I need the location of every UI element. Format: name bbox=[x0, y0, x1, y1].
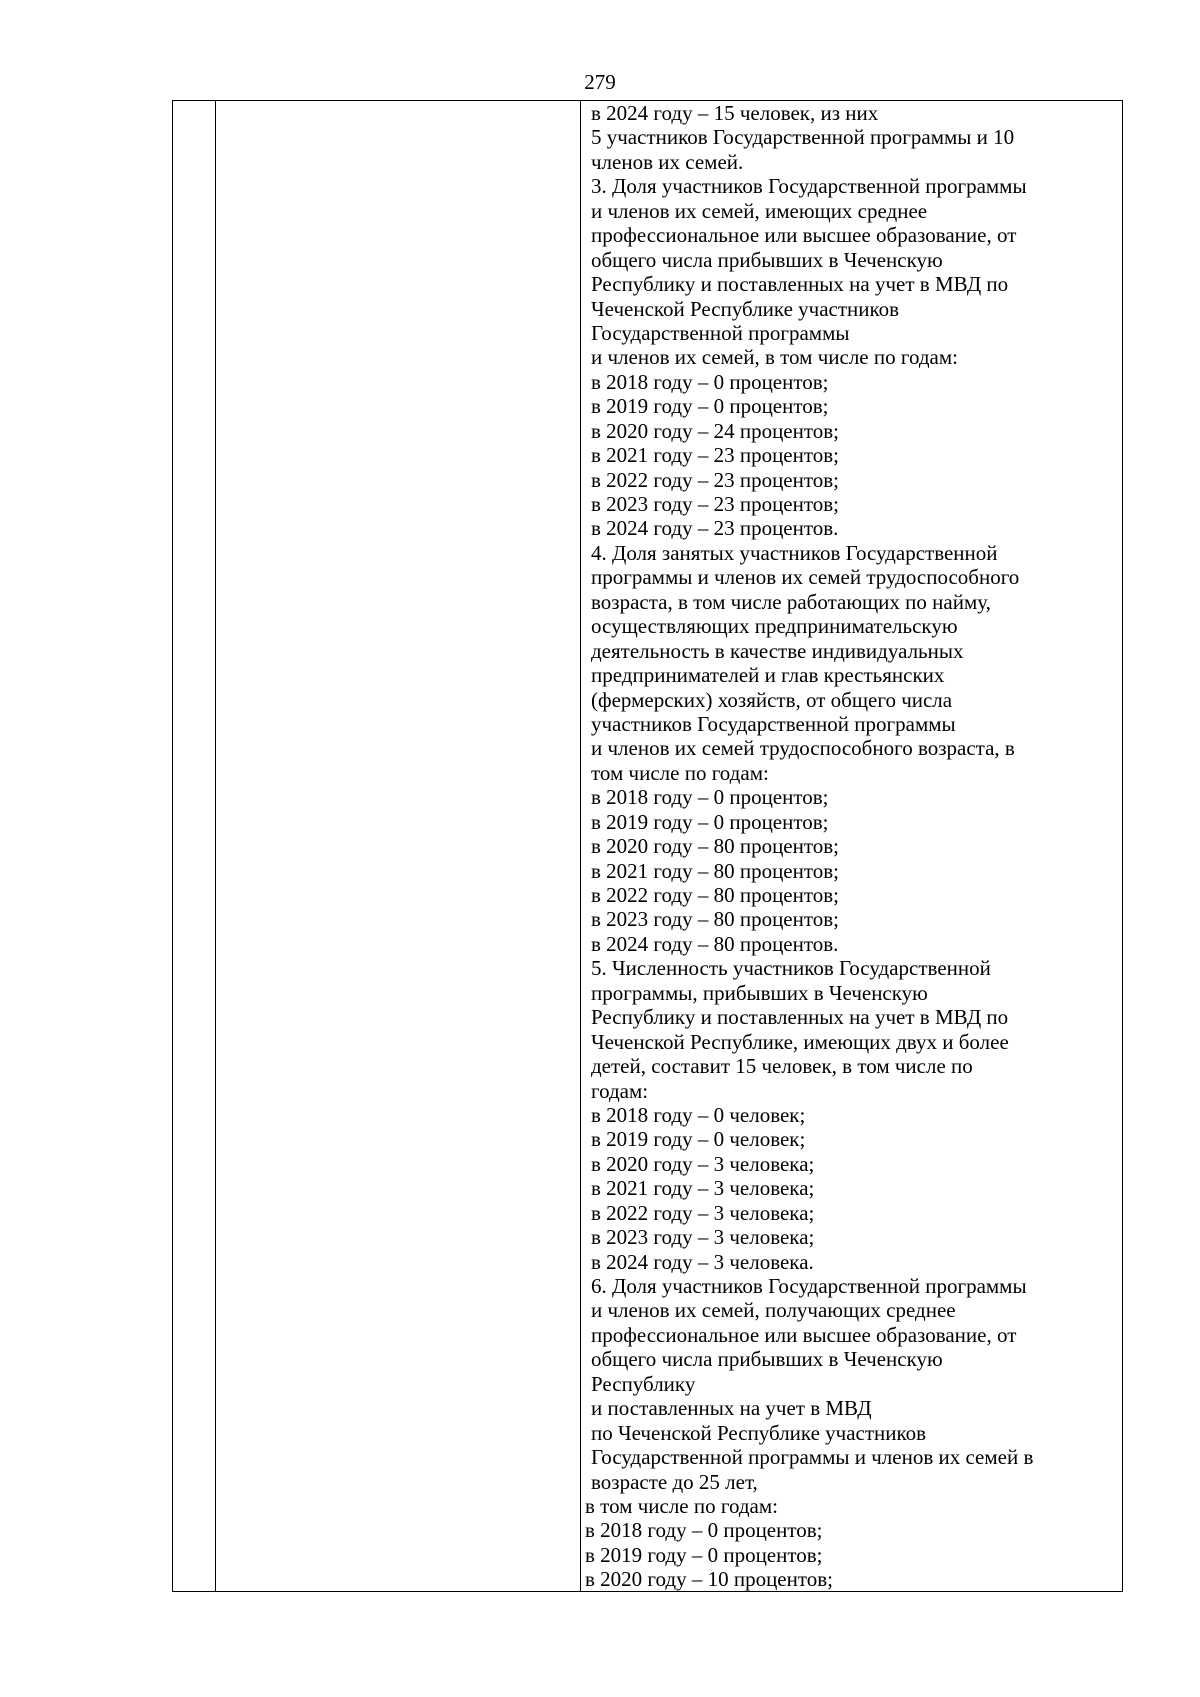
column-divider bbox=[215, 101, 216, 1591]
text-line: профессиональное или высшее образование, от bbox=[591, 1322, 1017, 1347]
text-line: в 2021 году – 3 человека; bbox=[591, 1176, 815, 1201]
text-line: в 2020 году – 3 человека; bbox=[591, 1151, 815, 1176]
text-line: 5 участников Государственной программы и 10 bbox=[591, 125, 1015, 150]
text-line: и поставленных на учет в МВД bbox=[591, 1396, 872, 1421]
text-line: в 2024 году – 23 процентов. bbox=[591, 516, 839, 541]
text-line: в 2018 году – 0 процентов; bbox=[591, 785, 829, 810]
text-line: Республику и поставленных на учет в МВД по bbox=[591, 272, 1009, 297]
text-line: по Чеченской Республике участников bbox=[591, 1420, 927, 1445]
text-line: в 2019 году – 0 процентов; bbox=[591, 809, 829, 834]
text-line: в 2018 году – 0 процентов; bbox=[585, 1518, 823, 1543]
text-line: детей, составит 15 человек, в том числе по bbox=[591, 1054, 973, 1079]
text-line: и членов их семей, получающих среднее bbox=[591, 1298, 956, 1323]
text-line: в 2023 году – 23 процентов; bbox=[591, 492, 840, 516]
text-line: программы, прибывших в Чеченскую bbox=[591, 980, 928, 1005]
text-line: Государственной программы и членов их семей в bbox=[591, 1445, 1034, 1470]
text-line: в 2019 году – 0 процентов; bbox=[591, 394, 829, 419]
text-line: предпринимателей и глав крестьянских bbox=[591, 663, 945, 688]
text-line: в 2021 году – 80 процентов; bbox=[591, 858, 840, 883]
text-line: 5. Численность участников Государственной bbox=[591, 956, 991, 981]
text-line: Государственной программы bbox=[591, 320, 850, 345]
text-line: в 2022 году – 80 процентов; bbox=[591, 883, 840, 907]
text-line: 4. Доля занятых участников Государственной bbox=[591, 540, 998, 565]
text-line: 3. Доля участников Государственной программы bbox=[591, 174, 1027, 199]
text-line: участников Государственной программы bbox=[591, 711, 956, 736]
text-line: в 2020 году – 24 процентов; bbox=[591, 418, 840, 443]
text-line: в 2019 году – 0 процентов; bbox=[585, 1542, 823, 1567]
table-cell-content bbox=[585, 101, 1121, 1592]
text-line: Республику bbox=[591, 1371, 696, 1396]
text-line: в 2024 году – 15 человек, из них bbox=[591, 101, 879, 125]
text-line: и членов их семей, имеющих среднее bbox=[591, 198, 928, 223]
text-line: и членов их семей, в том числе по годам: bbox=[591, 345, 958, 370]
text-line: годам: bbox=[591, 1078, 649, 1103]
text-line: Чеченской Республике, имеющих двух и более bbox=[591, 1029, 1009, 1054]
text-line: общего числа прибывших в Чеченскую bbox=[591, 1347, 943, 1372]
text-line: возраста, в том числе работающих по найму, bbox=[591, 589, 991, 614]
text-line: общего числа прибывших в Чеченскую bbox=[591, 247, 943, 272]
text-line: в том числе по годам: bbox=[585, 1493, 778, 1518]
text-line: осуществляющих предпринимательскую bbox=[591, 614, 958, 639]
text-line: возрасте до 25 лет, bbox=[591, 1469, 758, 1494]
text-line: профессиональное или высшее образование, от bbox=[591, 223, 1017, 248]
text-line: в 2022 году – 3 человека; bbox=[591, 1200, 815, 1225]
text-line: (фермерских) хозяйств, от общего числа bbox=[591, 687, 953, 712]
document-table bbox=[172, 100, 1123, 1592]
text-line: Республику и поставленных на учет в МВД по bbox=[591, 1005, 1009, 1030]
text-line: в 2020 году – 10 процентов; bbox=[585, 1567, 834, 1592]
text-line: в 2021 году – 23 процентов; bbox=[591, 443, 840, 468]
text-line: в 2020 году – 80 процентов; bbox=[591, 834, 840, 859]
text-line: в 2018 году – 0 человек; bbox=[591, 1102, 806, 1127]
text-line: в 2019 году – 0 человек; bbox=[591, 1127, 806, 1152]
text-line: программы и членов их семей трудоспособного bbox=[591, 565, 1020, 590]
text-line: в 2023 году – 80 процентов; bbox=[591, 907, 840, 932]
text-line: 6. Доля участников Государственной программы bbox=[591, 1274, 1027, 1298]
text-line: в 2023 году – 3 человека; bbox=[591, 1225, 815, 1250]
text-line: том числе по годам: bbox=[591, 760, 769, 785]
text-line: в 2024 году – 80 процентов. bbox=[591, 931, 839, 956]
column-divider bbox=[580, 101, 581, 1591]
page-number: 279 bbox=[584, 70, 616, 94]
text-line: членов их семей. bbox=[591, 149, 744, 174]
text-line: в 2024 году – 3 человека. bbox=[591, 1249, 814, 1274]
text-line: и членов их семей трудоспособного возраста, в bbox=[591, 736, 1015, 761]
text-line: в 2022 году – 23 процентов; bbox=[591, 467, 840, 492]
text-line: в 2018 году – 0 процентов; bbox=[591, 369, 829, 394]
text-line: Чеченской Республике участников bbox=[591, 296, 900, 321]
text-line: деятельность в качестве индивидуальных bbox=[591, 638, 964, 663]
